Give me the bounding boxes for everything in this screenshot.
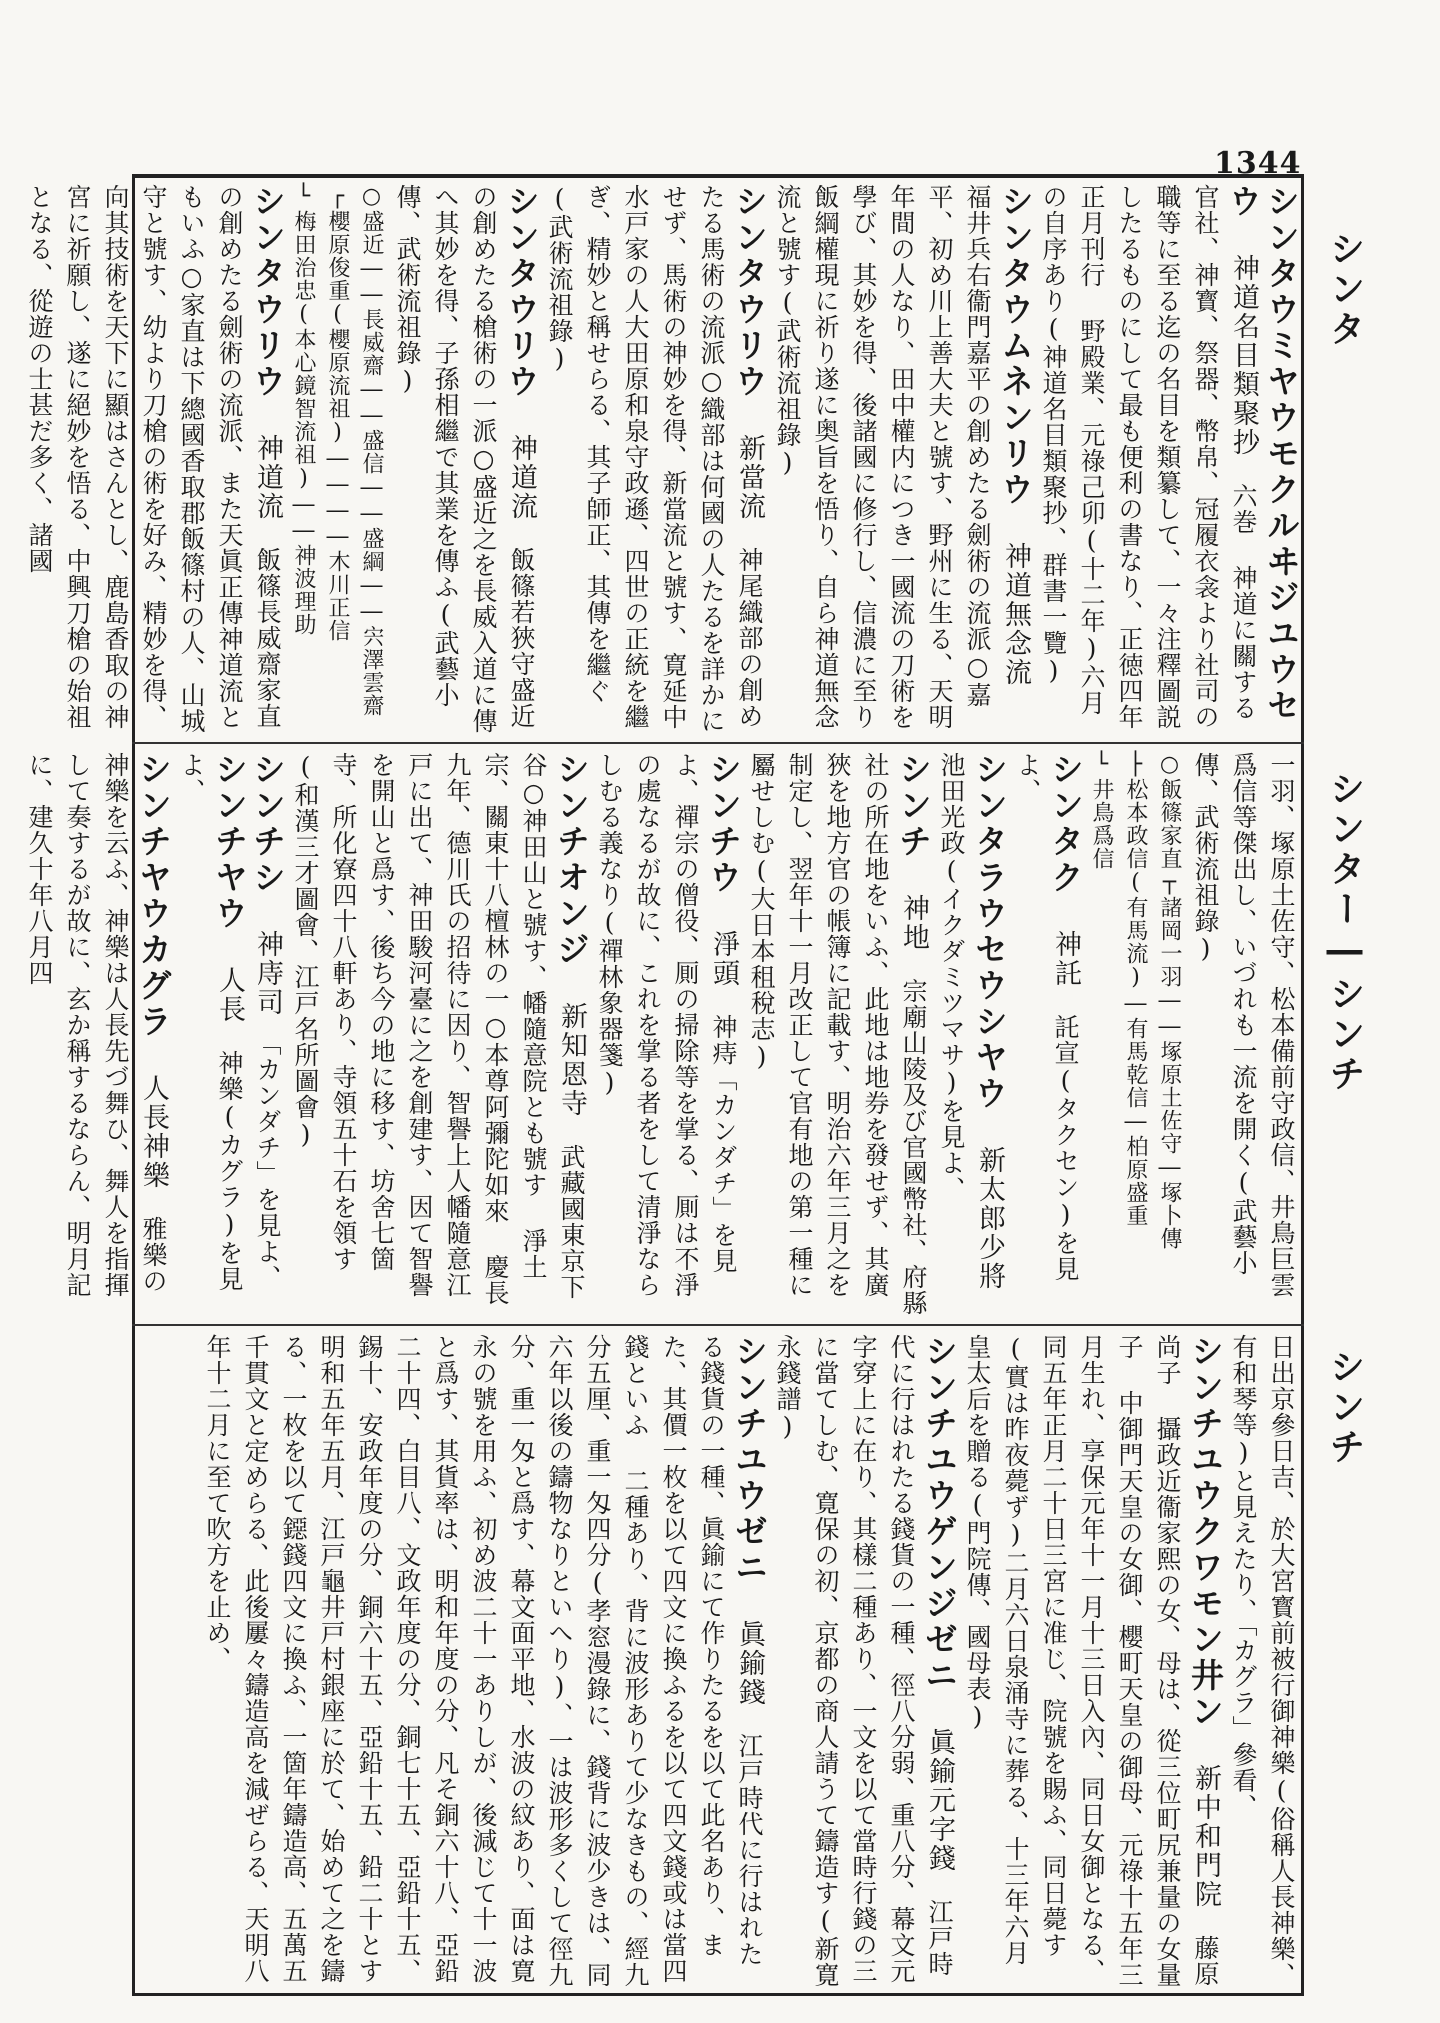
entry-text: 池田光政(イクダミツマサ)を見よ、 (937, 752, 966, 1202)
section-divider (132, 742, 1304, 744)
entry-continuation (320, 184, 354, 736)
entry-text: ○飯篠家直┬諸岡一羽――塚原土佐守―塚卜傳 (1157, 752, 1182, 1250)
running-head: シンチ (1324, 1348, 1365, 1468)
entry-text: └井鳥爲信 (1089, 752, 1114, 870)
entry-headword: シンチヤウ (210, 752, 249, 932)
dictionary-entry (248, 752, 286, 1318)
entry-headword: シンタラウセウシヤウ (970, 752, 1009, 1112)
entry-continuation (1084, 752, 1118, 1318)
dictionary-entry (768, 1334, 958, 1988)
entry-headword: シンタウムネンリウ (996, 184, 1035, 508)
entry-term: 人長 (214, 966, 245, 1024)
dictionary-entry (198, 1334, 768, 1988)
entry-text: 武藏國東京下谷○神田山と號す、幡隨意院とも號す 淨土宗、關東十八檀林の一○本尊阿彌陀如來 慶長九年、德川氏の招待に因り、智譽上人幡隨意江戸に出て、神田駿河臺に之を創建す、因て智譽を開山と爲す、後ち今の地に移す、坊舍七箇寺、所化寮四十八軒あり、寺領五十石を領す(和漢三才圖會、江戸名所圖會) (291, 752, 586, 1306)
entry-continuation (1224, 1334, 1300, 1988)
entry-term: 神道流 (506, 434, 537, 521)
entry-text: 福井兵右衞門嘉平の創めたる劍術の流派○嘉平、初め川上善大夫と號す、野州に生る、天明年間の人なり、田中權内につき一國流の刀術を學び、其妙を得、後諸國に修行し、信濃に至り飯綱權現に祈り遂に奥旨を悟り、自ら神道無念流と號す(武術流祖錄) (773, 184, 992, 730)
section-middle (25, 752, 1300, 1318)
dictionary-entry (540, 184, 768, 736)
dictionary-entry (20, 752, 172, 1318)
dictionary-entry (958, 1334, 1224, 1988)
entry-text: 雅樂の神樂を云ふ、神樂は人長先づ舞ひ、舞人を指揮して奏するが故に、玄か稱するならん、明月記に、建久十年八月四 (25, 752, 168, 1298)
entry-headword: シンチ (894, 752, 933, 860)
entry-term: 新知恩寺 (556, 1002, 587, 1118)
dictionary-entry (742, 752, 932, 1318)
entry-continuation (354, 184, 388, 736)
section-bottom (136, 1334, 1300, 1988)
entry-headword: シンタウリウ (502, 184, 541, 400)
entry-text: ├松本政信(有馬流)―有馬乾信―柏原盛重 (1123, 752, 1148, 1227)
page-number: 1344 (1214, 146, 1302, 181)
entry-headword: シンチユウゼニ (730, 1334, 769, 1586)
section-divider (132, 1324, 1304, 1326)
entry-text: 一羽、塚原土佐守、松本備前守政信、井鳥巨雲爲信等傑出し、いづれも一流を開く(武藝小傳、武術流祖錄) (1191, 752, 1296, 1298)
entry-term: 人長神樂 (138, 1074, 169, 1190)
entry-headword: シンタウリウ (730, 184, 769, 400)
entry-text: 託宣(タクセン)を見よ、 (1013, 752, 1080, 1282)
entry-headword: シンチウ (704, 752, 743, 896)
running-head: シンタ (1324, 230, 1365, 350)
entry-term: 眞鍮元字錢 (924, 1728, 955, 1873)
entry-term: 神託 (1050, 930, 1081, 988)
entry-term: 眞鍮錢 (734, 1620, 765, 1707)
entry-text: 「カンダチ」を見よ、 (253, 1043, 282, 1291)
entry-text: 日出京參日吉、於大宮寳前被行御神樂(俗稱人長神樂、有和琴等)と見えたり、「カグラ」參看、 (1229, 1334, 1296, 1988)
entry-term: 淨頭 (708, 930, 739, 988)
entry-term: 新中和門院 (1190, 1764, 1221, 1909)
dictionary-entry (388, 184, 540, 736)
dictionary-entry (286, 752, 590, 1318)
entry-text: 神樂(カグラ)を見よ、 (177, 752, 244, 1292)
dictionary-entry (1034, 184, 1300, 736)
entry-continuation (1118, 752, 1152, 1318)
entry-term: 神庤司 (252, 930, 283, 1017)
entry-text: └梅田治忠(本心鏡智流祖)――神波理助 (291, 184, 316, 636)
entry-headword: シンチヤウカグラ (134, 752, 173, 1040)
entry-term: 神道名目類聚抄 (1228, 254, 1259, 457)
entry-continuation (1152, 752, 1186, 1318)
running-head: シンター―シンチ (1324, 770, 1365, 1095)
entry-term: 神地 (898, 894, 929, 952)
entry-text: 江戸時代に行はれたる錢貨の一種、徑八分弱、重八分、幕文元字穿上に在り、其樣二種あり、一文を以て當時行錢の三に當てしむ、寛保の初、京都の商人請うて鑄造す(新寛永錢譜) (773, 1334, 954, 1988)
entry-headword: シンタウミヤウモクルヰジユウセウ (1224, 184, 1301, 724)
entry-text: 神痔「カンダチ」を見よ、禪宗の僧役、厠の掃除等を掌る、厠は不淨の處なるが故に、これを掌る者をして清淨ならしむる義なり(禪林象器箋) (595, 752, 738, 1298)
entry-text: 江戸時代に行はれたる錢貨の一種、眞鍮にて作りたるを以て此名あり、また、其價一枚を以て四文に換ふるを以て四文錢或は當四錢といふ 二種あり、背に波形ありて少なきもの、經九分五厘、重一匁四分(孝窓漫錄に、錢背に波少きは、同六年以後の鑄物なりといへり)、一は波形多くして徑九分、重一匁と爲す、幕文面平地、水波の紋あり、面は寛永の號を用ふ、初め波二十一ありしが、後減じて十一波と爲す、其貨率は、明和年度の分、凡そ銅六十八、亞鉛二十四、白目八、文政年度の分、銅七十五、亞鉛十五、錫十、安政年度の分、銅六十五、亞鉛十五、鉛二十とす 明和五年五月、江戸龜井戸村銀座に於て、始めて之を鑄る、一枚を以て鐚錢四文に換ふ、一箇年鑄造高、五萬五千貫文と定めらる、此後屢々鑄造高を減ぜらる、天明八年十二月に至て吹方を止め、 (203, 1334, 764, 1988)
entry-text: 藤原尚子 攝政近衞家熙の女、母は、從三位町尻兼量の女量子 中御門天皇の女御、櫻町天皇の御母、元祿十五年三月生れ、享保元年十一月十三日入內、同日女御となる、同五年正月二十日三宮に准じ、院號を賜ふ、同日薨す(實は昨夜薨ず)二月六日泉涌寺に葬る、十三年六月皇太后を贈る(門院傳、國母表) (963, 1334, 1220, 1988)
entry-continuation (1186, 752, 1300, 1318)
entry-term: 新當流 (734, 434, 765, 521)
dictionary-entry (590, 752, 742, 1318)
dictionary-entry (172, 752, 248, 1318)
entry-term: 神道無念流 (1000, 542, 1031, 687)
entry-text: ○盛近――長威齋――盛信――盛綱――宍澤雲齋 (359, 184, 384, 717)
entry-text: 神尾織部の創めたる馬術の流派○織部は何國の人たるを詳かにせず、馬術の神妙を得、新當流と號す、寛延中水戸家の人大田原和泉守政遜、四世の正統を繼ぎ、精妙と稱せらる、其子師正、其傳を繼ぐ(武術流祖錄) (545, 184, 764, 734)
entry-text: 飯篠長威齋家直の創めたる劍術の流派、また天眞正傳神道流ともいふ○家直は下總國香取郡飯篠村の人、山城守と號す、幼より刀槍の術を好み、精妙を得、向其技術を天下に顯はさんとし、鹿島香取の神宮に祈願し、遂に絕妙を悟る、中興刀槍の始祖となる、從遊の士甚だ多く、諸國 (25, 184, 282, 734)
entry-continuation (286, 184, 320, 736)
entry-text: 飯篠若狹守盛近の創めたる槍術の一派○盛近之を長威入道に傳へ其妙を得、子孫相繼で其業を傳ふ(武藝小傳、武術流祖錄) (393, 184, 536, 734)
section-top (25, 184, 1301, 736)
dictionary-entry (932, 752, 1008, 1318)
entry-term: 新太郎少將 (974, 1146, 1005, 1291)
dictionary-entry (768, 184, 1034, 736)
entry-headword: シンチシ (248, 752, 287, 896)
entry-term: 神道流 (252, 434, 283, 521)
entry-headword: シンチユウクワモン井ン (1186, 1334, 1225, 1730)
entry-headword: シンチユウゲンジゼニ (920, 1334, 959, 1694)
entry-headword: シンタウリウ (248, 184, 287, 400)
dictionary-entry (20, 184, 286, 736)
dictionary-entry (1008, 752, 1084, 1318)
entry-headword: シンタク (1046, 752, 1085, 896)
entry-headword: シンチオンジ (552, 752, 591, 968)
entry-text: 宗廟山陵及び官國幣社、府縣社の所在地をいふ、此地は地券を發せず、其廣狹を地方官の帳簿に記載す、明治六年三月之を制定し、翌年十一月改正して官有地の第一種に屬せしむ(大日本租稅志) (747, 752, 928, 1316)
entry-text: 六巻 神道に關する官社、神寳、祭器、幣帛、冠履衣衾より社司の職等に至る迄の名目を類纂して、一々注釋圖説したるものにして最も便利の書なり、正徳四年正月刊行 野殿業、元祿己卯(十二年)六月の自序あり(神道名目類聚抄、群書一覽) (1039, 184, 1258, 730)
entry-text: ┌櫻原俊重(櫻原流祖)――――木川正信 (325, 184, 350, 642)
